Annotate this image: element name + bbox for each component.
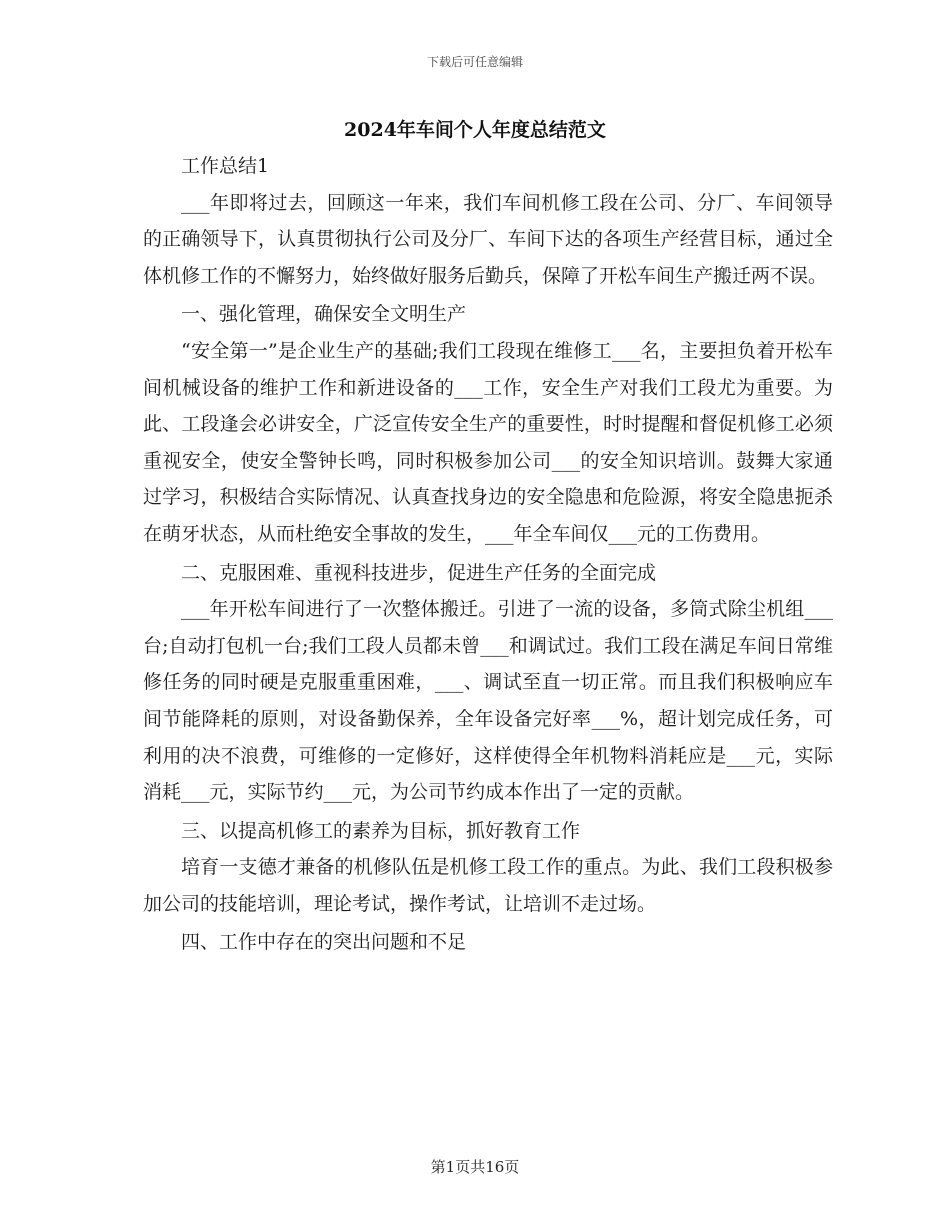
paragraph-safety: “安全第一”是企业生产的基础;我们工段现在维修工___名，主要担负着开松车间机械设备的维护工作和新进设备的___工作，安全生产对我们工段尤为重要。为此、工段逢会必讲安全，广泛宣传安全生产的重要性，时时提醒和督促机修工必须重视安全，使安全警钟长鸣，同时积极参加公司___的安全知识培训。鼓舞大家通过学习，积极结合实际情况、认真查找身边的安全隐患和危险源，将安全隐患扼杀在萌牙状态，从而杜绝安全事故的发生，___年全车间仅___元的工伤费用。 [143,339,833,545]
document-title: 2024年车间个人年度总结范文 [344,119,606,141]
page-header-note: 下载后可任意编辑 [426,55,523,69]
document-body [143,148,833,961]
section-heading-4: 四、工作中存在的突出问题和不足 [181,931,467,954]
page-number: 第1页共16页 [430,1158,520,1176]
intro-paragraph: ___年即将过去，回顾这一年来，我们车间机修工段在公司、分厂、车间领导的正确领导下，认真贯彻执行公司及分厂、车间下达的各项生产经营目标，通过全体机修工作的不懈努力，始终做好服务后勤兵，保障了开松车间生产搬迁两不误。 [143,191,833,287]
section-heading-2: 二、克服困难、重视科技进步，促进生产任务的全面完成 [181,561,657,584]
section-heading-1: 一、强化管理，确保安全文明生产 [181,303,467,326]
paragraph-relocation: ___年开松车间进行了一次整体搬迁。引进了一流的设备，多筒式除尘机组___台;自动打包机一台;我们工段人员都未曾___和调试过。我们工段在满足车间日常维修任务的同时硬是克服重重困难，___、调试至直一切正常。而且我们积极响应车间节能降耗的原则，对设备勤保养，全年设备完好率___%，超计划完成任务，可利用的决不浪费，可维修的一定修好，这样使得全年机物料消耗应是___元，实际消耗___元，实际节约___元，为公司节约成本作出了一定的贡献。 [143,598,833,804]
section-heading-3: 三、以提高机修工的素养为目标，抓好教育工作 [181,819,581,842]
paragraph-training: 培育一支德才兼备的机修队伍是机修工段工作的重点。为此、我们工段积极参加公司的技能培训，理论考试，操作考试，让培训不走过场。 [143,856,833,915]
section-label: 工作总结1 [181,155,270,177]
